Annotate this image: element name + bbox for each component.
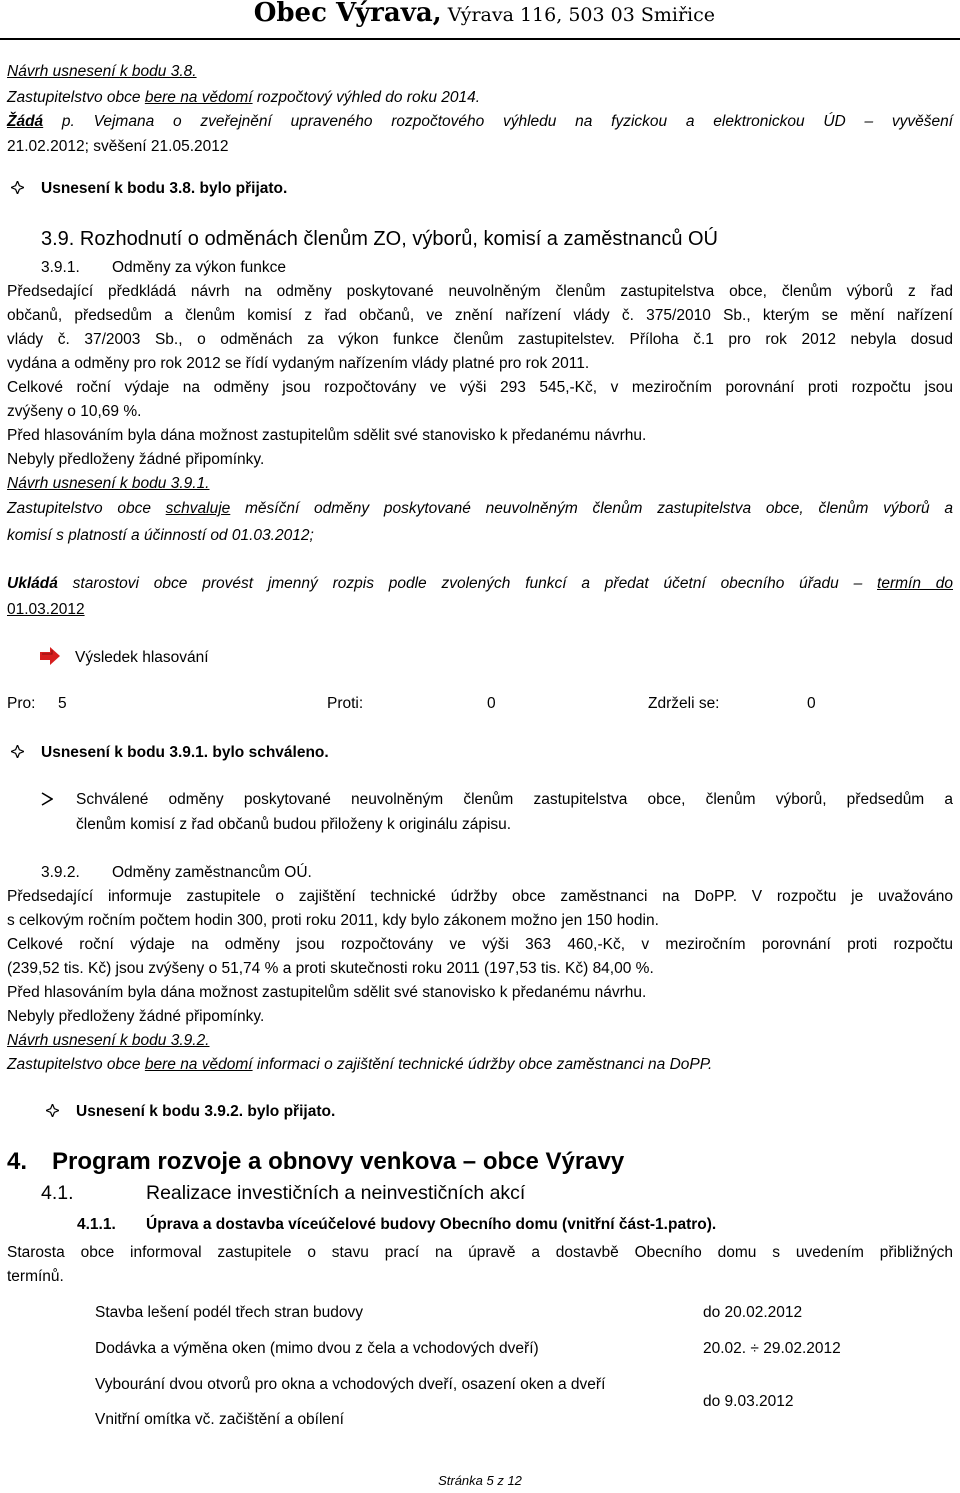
paragraph-line: zvýšeny o 10,69 %. (7, 403, 142, 420)
paragraph-line: vlády č. 37/2003 Sb., o odměnách za výkon funkce členům zastupitelstev. Příloha č.1 pro rok 2012 nebyla dosud (7, 331, 953, 348)
schedule-task: Vnitřní omítka vč. začištění a obílení (95, 1411, 344, 1428)
paragraph-line: Před hlasováním byla dána možnost zastupitelům sdělit své stanovisko k předanému návrhu. (7, 984, 647, 1001)
subsection-number-3-9-2: 3.9.2. (41, 864, 80, 881)
schedule-task: Stavba lešení podél třech stran budovy (95, 1304, 363, 1321)
diamond-bullet-icon (11, 181, 24, 194)
vote-abstain-label: Zdrželi se: (648, 695, 720, 712)
vote-abstain-value: 0 (807, 695, 816, 712)
paragraph-line: Celkové roční výdaje na odměny jsou rozpočtovány ve výši 363 460,-Kč, v meziročním porovnání proti rozpočtu (7, 936, 953, 953)
section-heading-3-9: 3.9. Rozhodnutí o odměnách členům ZO, výborů, komisí a zaměstnanců OÚ (41, 228, 718, 250)
schedule-task: Dodávka a výměna oken (mimo dvou z čela a vchodových dveří) (95, 1340, 539, 1357)
arrow-bullet-icon (40, 647, 60, 665)
result-3-9-1: Usnesení k bodu 3.9.1. bylo schváleno. (41, 744, 329, 761)
proposal-label-3-9-1: Návrh usnesení k bodu 3.9.1. (7, 475, 210, 492)
paragraph-line: Celkové roční výdaje na odměny jsou rozpočtovány ve výši 293 545,-Kč, v meziročním porovnání proti rozpočtu jsou (7, 379, 953, 396)
paragraph-line: (239,52 tis. Kč) jsou zvýšeny o 51,74 % a proti skutečnosti roku 2011 (197,53 tis. Kč) 84,00 %. (7, 960, 654, 977)
subsection-title-4-1: Realizace investičních a neinvestičních akcí (146, 1182, 526, 1204)
header-rule (0, 38, 960, 40)
subsection-number-4-1: 4.1. (41, 1182, 74, 1204)
section-number-4: 4. (7, 1148, 28, 1175)
subsubsection-number-4-1-1: 4.1.1. (77, 1216, 116, 1233)
paragraph-line: Před hlasováním byla dána možnost zastupitelům sdělit své stanovisko k předanému návrhu. (7, 427, 647, 444)
resolution-3-9-1-line2: komisí s platností a účinností od 01.03.2012; (7, 527, 314, 544)
schedule-date: 20.02. ÷ 29.02.2012 (703, 1340, 841, 1357)
document-header (254, 2, 715, 29)
paragraph-line: termínů. (7, 1268, 64, 1285)
schedule-date: do 9.03.2012 (703, 1393, 794, 1410)
section-title-4: Program rozvoje a obnovy venkova – obce Výravy (52, 1148, 625, 1175)
uklada-line: Ukládá starostovi obce provést jmenný rozpis podle zvolených funkcí a předat účetní obecního úřadu – termín do (7, 575, 954, 592)
schedule-task: Vybourání dvou otvorů pro okna a vchodových dveří, osazení oken a dveří (95, 1376, 606, 1393)
paragraph-line: s celkovým ročním počtem hodin 300, proti roku 2011, kdy bylo zákonem možno jen 150 hodin. (7, 912, 659, 929)
resolution-3-8: Zastupitelstvo obce bere na vědomí rozpočtový výhled do roku 2014. (7, 89, 481, 106)
paragraph-line: Nebyly předloženy žádné připomínky. (7, 451, 265, 468)
subsubsection-title-4-1-1: Úprava a dostavba víceúčelové budovy Obecního domu (vnitřní část-1.patro). (146, 1216, 717, 1233)
zada-line-2: 21.02.2012; svěšení 21.05.2012 (7, 138, 229, 155)
paragraph-line: občanů, předsedům a členům komisí z řad občanů, ve znění nařízení vlády č. 375/2010 Sb., kterým se mění nařízení (7, 307, 953, 324)
schedule-date: do 20.02.2012 (703, 1304, 803, 1321)
zada-line: Žádá p. Vejmana o zveřejnění upraveného rozpočtového výhledu na fyzickou a elektronickou ÚD – vyvěšení (7, 113, 953, 130)
bullet-text-line: Schválené odměny poskytované neuvolněným členům zastupitelstva obce, členům výborů, předsedům a (76, 791, 953, 808)
proposal-label-3-9-2: Návrh usnesení k bodu 3.9.2. (7, 1032, 210, 1049)
paragraph-line: Předsedající informuje zastupitele o zajištění technické údržby obce zaměstnanci na DoPP. V rozpočtu je uvažováno (7, 888, 953, 905)
diamond-bullet-icon (46, 1104, 59, 1117)
vote-result-title: Výsledek hlasování (75, 649, 209, 666)
resolution-3-9-1: Zastupitelstvo obce schvaluje měsíční odměny poskytované neuvolněným členům zastupitelstva obce, členům výborů a (7, 500, 953, 517)
vote-for-label: Pro: (7, 695, 36, 712)
paragraph-line: Předsedající předkládá návrh na odměny poskytované neuvolněným členům zastupitelstva obce, členům výborů z řad (7, 283, 953, 300)
subsection-title-3-9-2: Odměny zaměstnancům OÚ. (112, 864, 312, 881)
result-3-9-2: Usnesení k bodu 3.9.2. bylo přijato. (76, 1103, 336, 1120)
paragraph-line: Nebyly předloženy žádné připomínky. (7, 1008, 265, 1025)
municipality-address: Výrava 116, 503 03 Smiřice (441, 4, 715, 26)
proposal-label-3-8: Návrh usnesení k bodu 3.8. (7, 63, 197, 80)
vote-against-label: Proti: (327, 695, 364, 712)
subsection-title-3-9-1: Odměny za výkon funkce (112, 259, 287, 276)
vote-for-value: 5 (58, 695, 67, 712)
subsection-number-3-9-1: 3.9.1. (41, 259, 80, 276)
result-3-8: Usnesení k bodu 3.8. bylo přijato. (41, 180, 288, 197)
page-number: Stránka 5 z 12 (438, 1473, 522, 1488)
paragraph-line: vydána a odměny pro rok 2012 se řídí vydaným nařízením vlády platné pro rok 2011. (7, 355, 590, 372)
municipality-name: Obec Výrava, (253, 0, 442, 28)
paragraph-line: Starosta obce informoval zastupitele o stavu prací na úpravě a dostavbě Obecního domu s uvedením přibližných (7, 1244, 953, 1261)
diamond-bullet-icon (11, 745, 24, 758)
bullet-text-line: členům komisí z řad občanů budou přiloženy k originálu zápisu. (76, 816, 512, 833)
resolution-3-9-2: Zastupitelstvo obce bere na vědomí informaci o zajištění technické údržby obce zaměstnanci na DoPP. (7, 1056, 713, 1073)
chevron-bullet-icon (41, 792, 53, 806)
uklada-date: 01.03.2012 (7, 601, 85, 618)
vote-against-value: 0 (487, 695, 496, 712)
